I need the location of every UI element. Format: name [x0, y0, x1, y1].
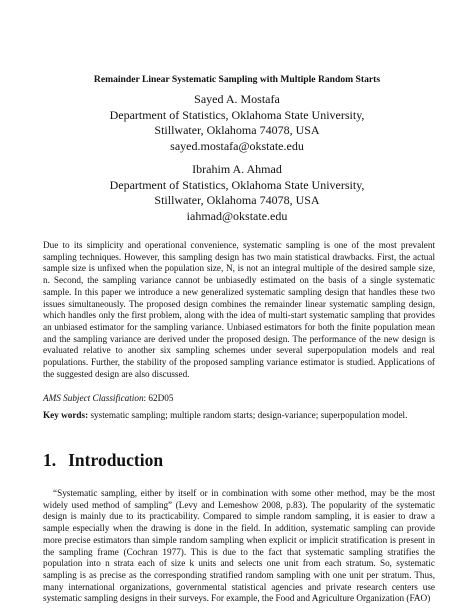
- author-email: iahmad@okstate.edu: [186, 208, 288, 223]
- author-name: Sayed A. Mostafa: [194, 92, 280, 106]
- author-block-1: [0, 92, 474, 154]
- section-title: Introduction: [68, 450, 164, 470]
- ams-value: : 62D05: [143, 393, 174, 403]
- keywords-label: Key words:: [43, 410, 89, 420]
- author-department: Department of Statistics, Oklahoma State University,: [109, 177, 365, 192]
- section-heading: [43, 450, 163, 471]
- author-block-2: [0, 162, 474, 224]
- author-address: Stillwater, Oklahoma 74078, USA: [154, 193, 320, 207]
- author-address: Stillwater, Oklahoma 74078, USA: [154, 123, 320, 137]
- abstract: Due to its simplicity and operational convenience, systematic sampling is one of the most prevalent sampling techniques. However, this sampling design has two main statistical drawbacks. First, the actual sample size is unfixed when the population size, N, is not an integral multiple of the desired sample size, n. Second, the sampling variance cannot be unbiasedly estimated on the basis of a single systematic sample. In this paper we introduce a new generalized systematic sampling design that handles these two issues simultaneously. The proposed design combines the remainder linear systematic sampling design, which handles only the first problem, along with the idea of multi-start systematic sampling that provides an unbiased estimator for the sampling variance. Unbiased estimators for both the finite population mean and the sampling variance are derived under the proposed design. The performance of the new design is evaluated relative to another six sampling schemes under several superpopulation models and real populations. Further, the stability of the proposed sampling variance estimator is studied. Applications of the suggested design are also discussed.: [43, 240, 435, 379]
- ams-classification: [43, 393, 435, 405]
- author-name: Ibrahim A. Ahmad: [192, 162, 282, 176]
- author-email: sayed.mostafa@okstate.edu: [170, 138, 304, 153]
- author-department: Department of Statistics, Oklahoma State University,: [109, 107, 365, 122]
- keywords: [43, 410, 435, 422]
- ams-label: AMS Subject Classification: [43, 393, 144, 403]
- intro-paragraph: “Systematic sampling, either by itself or in combination with some other method, may be the most widely used method of sampling” (Levy and Lemeshow 2008, p.83). The popularity of the systematic design is mainly due to its practicability. Compared to simple random sampling, it is easier to draw a sample especially when the drawing is done in the field. In addition, systematic sampling can provide more precise estimators than simple random sampling when explicit or implicit stratification is present in the sampling frame (Cochran 1977). This is due to the fact that systematic sampling stratifies the population into n strata each of size k units and selects one unit from each stratum. So, systematic sampling is as precise as the corresponding stratified random sampling with one unit per stratum. Thus, many international organizations, governmental statistical agencies and private research centers use systematic sampling designs in their surveys. For example, the Food and Agriculture Organization (FAO): [43, 488, 435, 604]
- paper-title: Remainder Linear Systematic Sampling with Multiple Random Starts: [93, 74, 381, 85]
- section-number: 1.: [43, 450, 57, 470]
- keywords-value: systematic sampling; multiple random starts; design-variance; superpopulation model.: [88, 410, 408, 420]
